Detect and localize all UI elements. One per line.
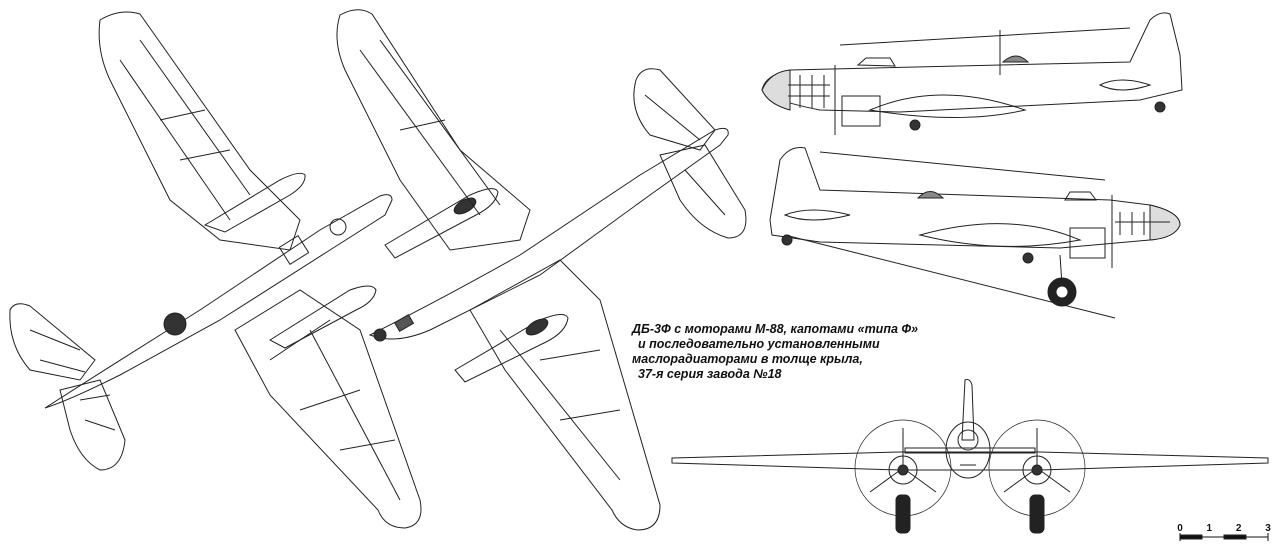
drawing-caption [632,322,932,382]
scale-bar [1180,533,1268,541]
top-view-aircraft [10,12,421,528]
front-view-aircraft [672,380,1268,533]
caption-line-2: и последовательно установленными [638,337,880,351]
scale-label: 1 [1206,523,1213,534]
side-view-left-aircraft [762,13,1182,135]
scale-labels [1177,523,1271,534]
scale-label: 3 [1265,523,1271,534]
bottom-view-aircraft [337,10,746,530]
caption-line-3: маслорадиаторами в толще крыла, [632,352,863,366]
caption-line-1: ДБ-3Ф с моторами М-88, капотами «типа Ф» [632,322,919,336]
scale-label: 0 [1177,523,1183,534]
caption-line-4: 37-я серия завода №18 [638,367,782,381]
scale-label: 2 [1235,523,1242,534]
side-view-right-aircraft [770,148,1180,319]
